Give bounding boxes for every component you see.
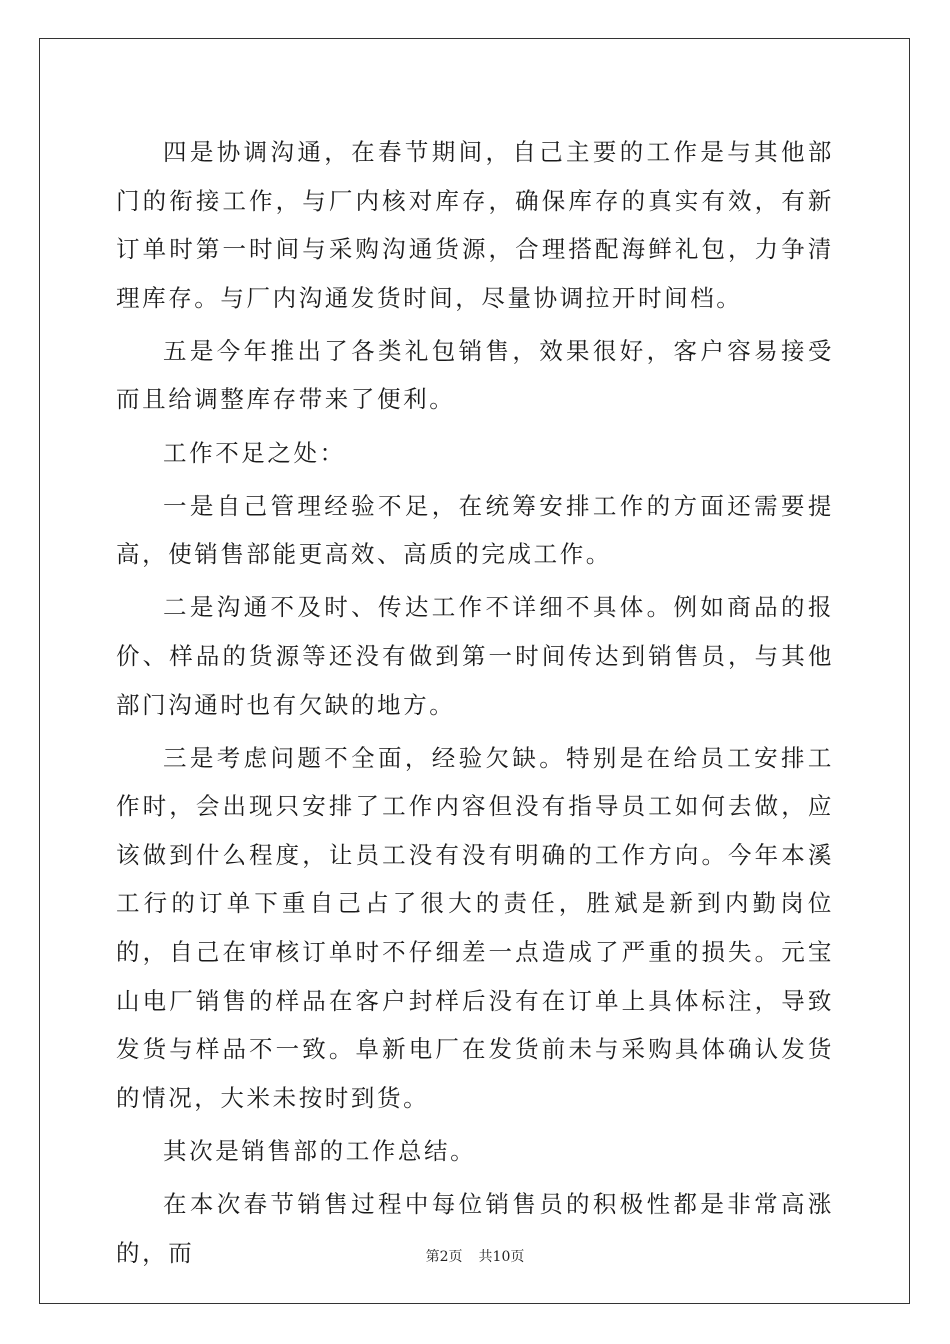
page-total: 共10页 xyxy=(478,1249,525,1265)
page-footer xyxy=(0,1246,950,1266)
paragraph-sales-summary-intro: 其次是销售部的工作总结。 xyxy=(163,1136,477,1165)
paragraph-sales-process: 在本次春节销售过程中每位销售员的积极性都是非常高涨的，而 xyxy=(116,1189,834,1267)
page-number: 第2页 xyxy=(425,1249,463,1265)
paragraph-coordination: 四是协调沟通，在春节期间，自己主要的工作是与其他部门的衔接工作，与厂内核对库存，确保库存的真实有效，有新订单时第一时间与采购沟通货源，合理搭配海鲜礼包，力争清理库存。与厂内沟通发货时间，尽量协调拉开时间档。 xyxy=(116,138,834,312)
document-body xyxy=(116,128,834,1282)
paragraph-management-experience: 一是自己管理经验不足，在统筹安排工作的方面还需要提高，使销售部能更高效、高质的完成工作。 xyxy=(116,491,834,569)
paragraph-gift-packs: 五是今年推出了各类礼包销售，效果很好，客户容易接受而且给调整库存带来了便利。 xyxy=(116,336,834,414)
paragraph-consideration: 三是考虑问题不全面，经验欠缺。特别是在给员工安排工作时，会出现只安排了工作内容但没有指导员工如何去做，应该做到什么程度，让员工没有没有明确的工作方向。今年本溪工行的订单下重自己占了很大的责任，胜斌是新到内勤岗位的，自己在审核订单时不仔细差一点造成了严重的损失。元宝山电厂销售的样品在客户封样后没有在订单上具体标注，导致发货与样品不一致。阜新电厂在发货前未与采购具体确认发货的情况，大米未按时到货。 xyxy=(116,743,834,1112)
paragraph-communication: 二是沟通不及时、传达工作不详细不具体。例如商品的报价、样品的货源等还没有做到第一时间传达到销售员，与其他部门沟通时也有欠缺的地方。 xyxy=(116,593,834,719)
section-heading-shortcomings: 工作不足之处： xyxy=(163,438,346,467)
